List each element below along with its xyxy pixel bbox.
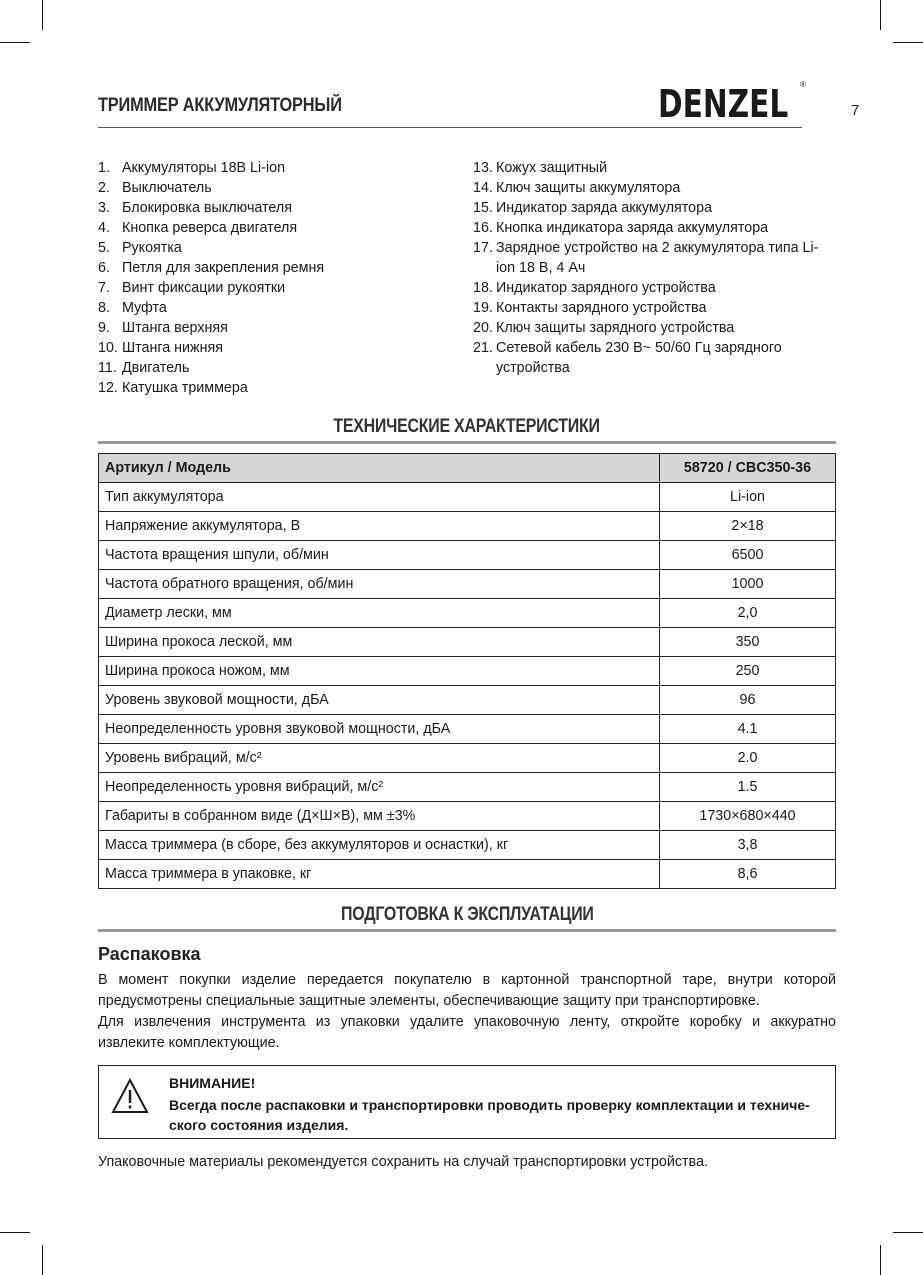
registered-mark: ® — [800, 80, 806, 89]
list-item — [98, 378, 458, 398]
item-text: Сетевой кабель 230 В~ 50/60 Гц зарядного устройства — [496, 340, 782, 376]
row-label: Уровень звуковой мощности, дБА — [99, 686, 660, 715]
list-item — [98, 318, 458, 338]
item-number: 10. — [98, 340, 118, 356]
row-label: Масса триммера в упаковке, кг — [99, 860, 660, 889]
table-row — [99, 541, 836, 570]
list-item — [98, 198, 458, 218]
row-label: Неопределенность уровня вибраций, м/с² — [99, 773, 660, 802]
row-value: 4.1 — [660, 715, 836, 744]
unpacking-heading: Распаковка — [98, 944, 201, 964]
packaging-note: Упаковочные материалы рекомендуется сохранить на случай транспортировки устройства. — [98, 1154, 708, 1170]
item-number: 5. — [98, 240, 110, 256]
item-number: 16. — [473, 220, 493, 236]
item-text: Индикатор заряда аккумулятора — [496, 200, 713, 216]
crop-mark — [42, 1245, 43, 1275]
table-row — [99, 570, 836, 599]
brand-name: DENZEL — [658, 82, 789, 126]
item-text: Индикатор зарядного устройства — [496, 280, 716, 296]
document-title: ТРИММЕР АККУМУЛЯТОРНЫЙ — [98, 95, 342, 116]
list-item — [98, 298, 458, 318]
specs-table — [98, 453, 836, 889]
item-text: Штанга верхняя — [122, 320, 228, 336]
crop-mark — [0, 1232, 30, 1233]
item-number: 1. — [98, 160, 110, 176]
item-text: Выключатель — [122, 180, 212, 196]
brand-logo — [654, 80, 804, 128]
table-row — [99, 599, 836, 628]
row-value: 250 — [660, 657, 836, 686]
row-label: Частота обратного вращения, об/мин — [99, 570, 660, 599]
table-row — [99, 831, 836, 860]
parts-list-right — [473, 158, 833, 378]
row-value: 2.0 — [660, 744, 836, 773]
item-number: 14. — [473, 180, 493, 196]
table-row — [99, 657, 836, 686]
unpacking-paragraph-1: В момент покупки изделие передается покупателю в картонной транспортной таре, внутри которой предусмотрены специальные защитные элементы, обеспечивающие защиту при транспортировке. — [98, 972, 836, 1009]
item-number: 20. — [473, 320, 493, 336]
row-value: 96 — [660, 686, 836, 715]
row-value: Li-ion — [660, 483, 836, 512]
row-value: 350 — [660, 628, 836, 657]
parts-list-left — [98, 158, 458, 398]
crop-mark — [880, 1245, 881, 1275]
specs-section-title — [98, 416, 836, 438]
item-number: 3. — [98, 200, 110, 216]
header-label: Артикул / Модель — [99, 454, 660, 483]
warning-box — [98, 1065, 836, 1139]
list-item — [473, 278, 833, 298]
item-number: 12. — [98, 380, 118, 396]
item-text: Двигатель — [122, 360, 190, 376]
list-item — [473, 178, 833, 198]
row-label: Неопределенность уровня звуковой мощности, дБА — [99, 715, 660, 744]
crop-mark — [0, 42, 30, 43]
row-value: 3,8 — [660, 831, 836, 860]
table-row — [99, 860, 836, 889]
list-item — [473, 318, 833, 338]
item-number: 15. — [473, 200, 493, 216]
row-value: 8,6 — [660, 860, 836, 889]
preparation-section-divider — [98, 929, 836, 932]
row-label: Напряжение аккумулятора, В — [99, 512, 660, 541]
preparation-title-text: ПОДГОТОВКА К ЭКСПЛУАТАЦИИ — [340, 904, 594, 925]
row-value: 2,0 — [660, 599, 836, 628]
row-value: 1730×680×440 — [660, 802, 836, 831]
item-number: 21. — [473, 340, 493, 356]
crop-mark — [893, 42, 923, 43]
list-item — [98, 178, 458, 198]
unpacking-paragraph-2: Для извлечения инструмента из упаковки удалите упаковочную ленту, откройте коробку и аккуратно извлеките комплектующие. — [98, 1014, 836, 1051]
item-text: Контакты зарядного устройства — [496, 300, 707, 316]
crop-mark — [893, 1232, 923, 1233]
item-number: 4. — [98, 220, 110, 236]
page-number: 7 — [851, 102, 860, 119]
item-number: 7. — [98, 280, 110, 296]
list-item — [98, 338, 458, 358]
table-row — [99, 773, 836, 802]
header-divider — [98, 127, 802, 128]
item-number: 9. — [98, 320, 110, 336]
item-text: Муфта — [122, 300, 167, 316]
row-label: Масса триммера (в сборе, без аккумуляторов и оснастки), кг — [99, 831, 660, 860]
item-number: 13. — [473, 160, 493, 176]
item-text: Кнопка реверса двигателя — [122, 220, 298, 236]
table-row — [99, 512, 836, 541]
specs-section-divider — [98, 441, 836, 444]
row-value: 1000 — [660, 570, 836, 599]
row-value: 2×18 — [660, 512, 836, 541]
row-label: Тип аккумулятора — [99, 483, 660, 512]
row-label: Уровень вибраций, м/с² — [99, 744, 660, 773]
list-item — [98, 218, 458, 238]
item-text: Ключ защиты аккумулятора — [496, 180, 681, 196]
list-item — [473, 338, 833, 378]
item-text: Ключ защиты зарядного устройства — [496, 320, 735, 336]
specs-title-text: ТЕХНИЧЕСКИЕ ХАРАКТЕРИСТИКИ — [333, 416, 601, 437]
list-item — [98, 358, 458, 378]
list-item — [473, 198, 833, 218]
item-number: 11. — [98, 360, 117, 376]
list-item — [473, 158, 833, 178]
table-row — [99, 802, 836, 831]
row-value: 6500 — [660, 541, 836, 570]
table-row — [99, 686, 836, 715]
table-row — [99, 628, 836, 657]
item-number: 19. — [473, 300, 493, 316]
row-label: Частота вращения шпули, об/мин — [99, 541, 660, 570]
item-text: Зарядное устройство на 2 аккумулятора типа Li-ion 18 В, 4 Ач — [496, 240, 819, 276]
warning-triangle-icon — [111, 1078, 149, 1114]
table-row — [99, 715, 836, 744]
row-label: Ширина прокоса леской, мм — [99, 628, 660, 657]
row-label: Ширина прокоса ножом, мм — [99, 657, 660, 686]
item-text: Петля для закрепления ремня — [122, 260, 325, 276]
item-number: 18. — [473, 280, 493, 296]
row-label: Диаметр лески, мм — [99, 599, 660, 628]
crop-mark — [880, 0, 881, 30]
item-number: 2. — [98, 180, 110, 196]
list-item — [98, 278, 458, 298]
table-row — [99, 483, 836, 512]
list-item — [98, 258, 458, 278]
item-number: 6. — [98, 260, 110, 276]
item-text: Штанга нижняя — [122, 340, 223, 356]
table-row — [99, 744, 836, 773]
warning-text: Всегда после распаковки и транспортировки проводить проверку комплектации и технического состояния изделия. — [169, 1097, 810, 1133]
crop-mark — [42, 0, 43, 30]
table-header-row — [99, 454, 836, 483]
list-item — [473, 238, 833, 278]
item-text: Винт фиксации рукоятки — [122, 280, 286, 296]
list-item — [473, 298, 833, 318]
item-text: Кожух защитный — [496, 160, 608, 176]
item-text: Аккумуляторы 18В Li-ion — [122, 160, 286, 176]
list-item — [98, 238, 458, 258]
warning-title: ВНИМАНИЕ! — [169, 1075, 256, 1091]
list-item — [473, 218, 833, 238]
item-text: Кнопка индикатора заряда аккумулятора — [496, 220, 769, 236]
preparation-section-title — [98, 904, 836, 926]
item-text: Рукоятка — [122, 240, 182, 256]
item-number: 8. — [98, 300, 110, 316]
item-text: Катушка триммера — [122, 380, 248, 396]
row-label: Габариты в собранном виде (Д×Ш×В), мм ±3% — [99, 802, 660, 831]
header-value: 58720 / CBC350-36 — [660, 454, 836, 483]
item-text: Блокировка выключателя — [122, 200, 292, 216]
row-value: 1.5 — [660, 773, 836, 802]
item-number: 17. — [473, 240, 493, 256]
list-item — [98, 158, 458, 178]
